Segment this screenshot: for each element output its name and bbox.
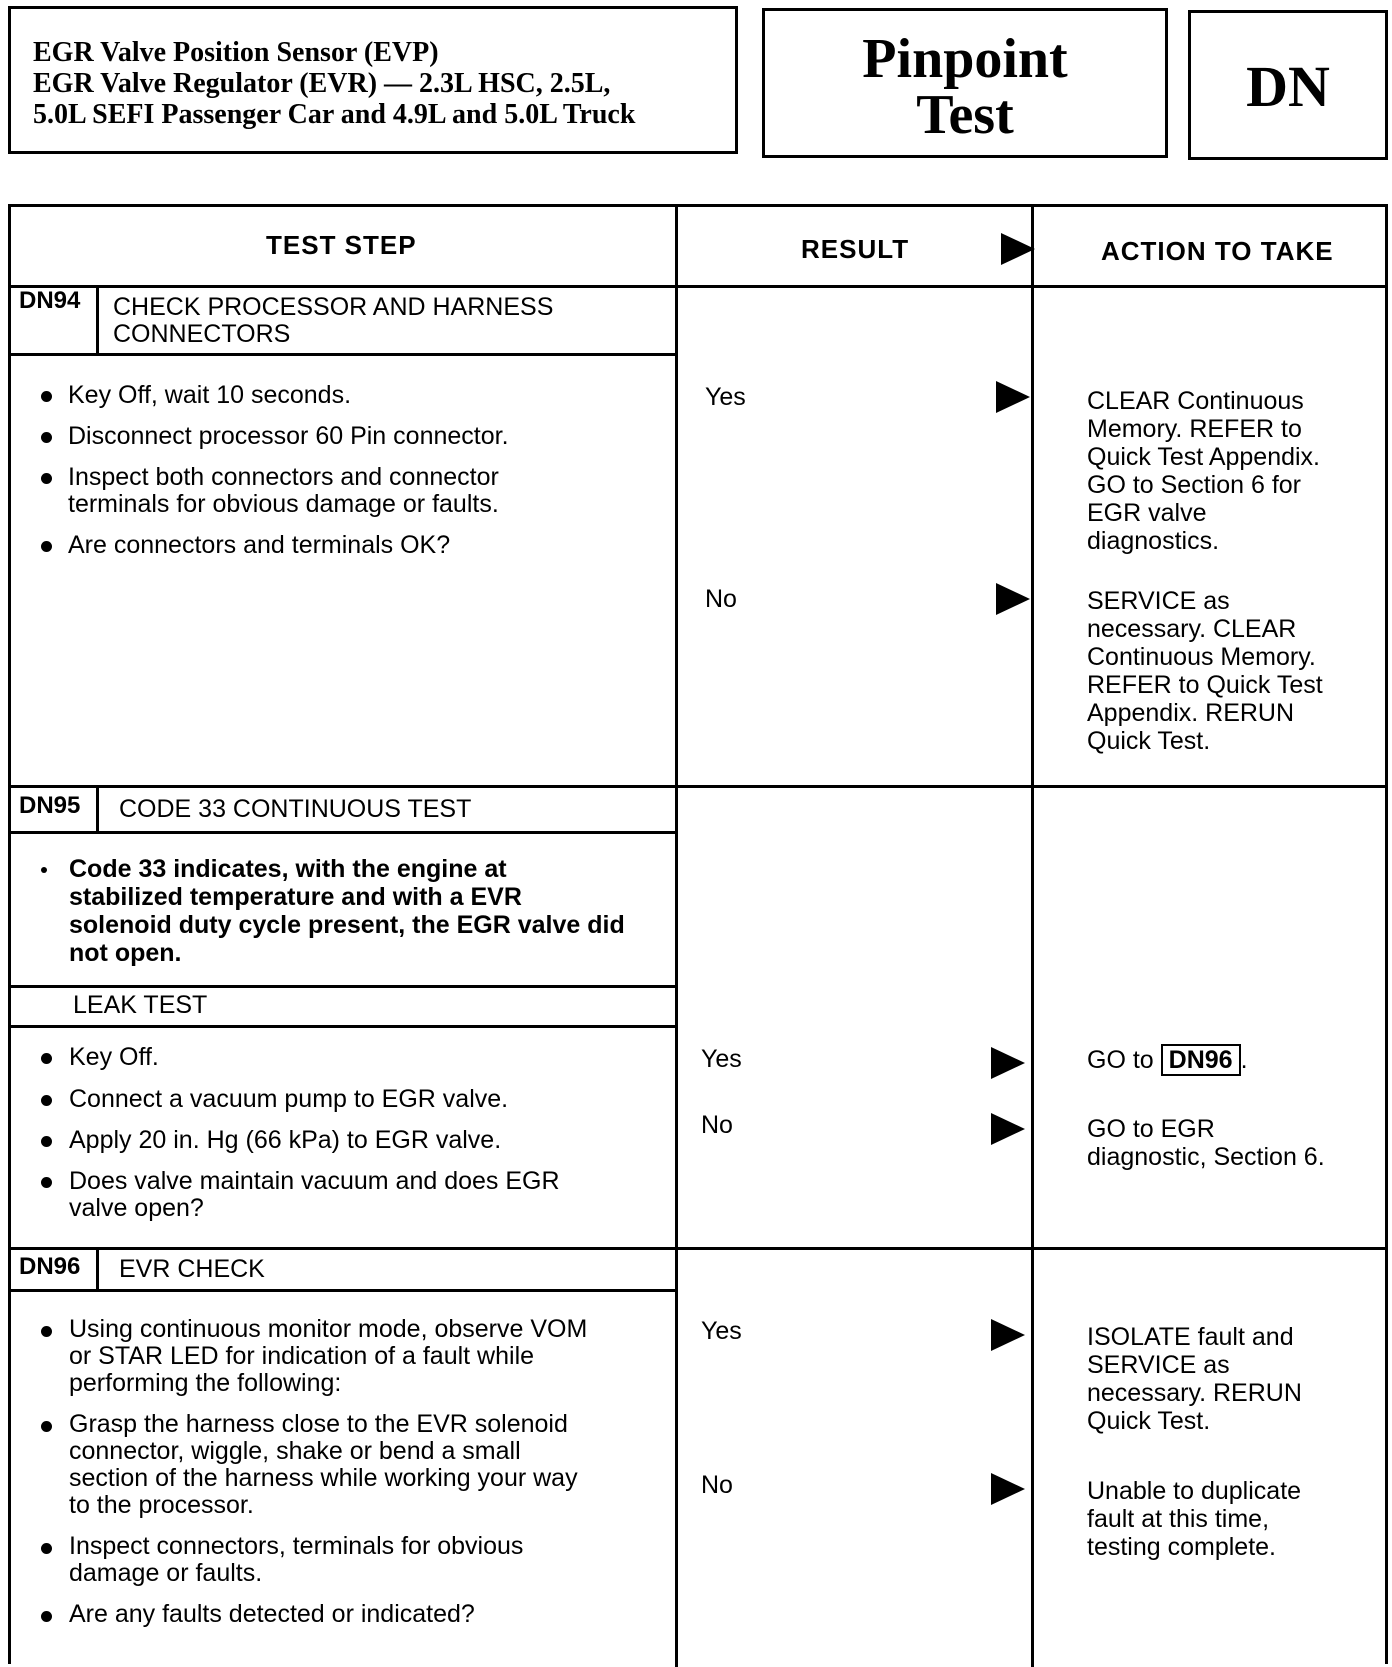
bullet-icon	[41, 473, 52, 484]
step-title-divider	[11, 1289, 675, 1292]
bullet-icon	[41, 541, 52, 552]
action-text: GO to Section 6 for	[1087, 471, 1301, 499]
result-label: Yes	[705, 383, 746, 411]
column-divider	[675, 207, 678, 1667]
action-text: Quick Test.	[1087, 727, 1211, 755]
action-text: necessary. RERUN	[1087, 1379, 1302, 1407]
row-divider	[11, 785, 1385, 788]
action-text: Quick Test.	[1087, 1407, 1211, 1435]
bullet-icon	[41, 1095, 52, 1106]
step-instruction: Key Off, wait 10 seconds.	[68, 381, 352, 409]
step-instruction: performing the following:	[69, 1369, 342, 1397]
column-divider	[1031, 207, 1034, 1667]
step-title: CODE 33 CONTINUOUS TEST	[119, 795, 472, 823]
title-line: EGR Valve Regulator (EVR) — 2.3L HSC, 2.5L,	[33, 68, 611, 99]
step-instruction: connector, wiggle, shake or bend a small	[69, 1437, 521, 1465]
header-test-step: TEST STEP	[266, 230, 417, 260]
title-box	[8, 6, 738, 154]
subheading-divider	[11, 1025, 675, 1028]
action-text: necessary. CLEAR	[1087, 615, 1297, 643]
step-instruction: damage or faults.	[69, 1559, 263, 1587]
step-note: solenoid duty cycle present, the EGR valve did	[69, 911, 625, 939]
header-result: RESULT	[801, 234, 910, 264]
action-text: ISOLATE fault and	[1087, 1323, 1294, 1351]
step-reference: DN96	[1161, 1044, 1241, 1076]
title-line: EGR Valve Position Sensor (EVP)	[33, 37, 439, 68]
step-title-divider	[11, 353, 675, 356]
step-instruction: or STAR LED for indication of a fault while	[69, 1342, 535, 1370]
step-note: Code 33 indicates, with the engine at	[69, 855, 507, 883]
step-title-divider	[11, 831, 675, 834]
step-id: DN95	[19, 792, 81, 819]
step-id-divider	[96, 285, 99, 353]
result-label: No	[705, 585, 737, 613]
action-text: CLEAR Continuous	[1087, 387, 1304, 415]
test-label: Test	[916, 84, 1014, 146]
action-text: Continuous Memory.	[1087, 643, 1316, 671]
action-text: SERVICE as	[1087, 587, 1230, 615]
step-note: stabilized temperature and with a EVR	[69, 883, 522, 911]
pinpoint-table	[8, 204, 1388, 1664]
action-text: diagnostic, Section 6.	[1087, 1143, 1325, 1171]
step-id: DN96	[19, 1253, 81, 1280]
bullet-icon	[41, 1326, 52, 1337]
step-instruction: Inspect both connectors and connector	[68, 463, 499, 491]
step-instruction: Disconnect processor 60 Pin connector.	[68, 422, 509, 450]
step-instruction: Are any faults detected or indicated?	[69, 1600, 475, 1628]
result-label: No	[701, 1471, 733, 1499]
code-box	[1188, 10, 1388, 160]
subheading-divider	[11, 985, 675, 988]
result-arrow-icon	[991, 1047, 1025, 1079]
bullet-icon	[41, 391, 52, 402]
step-instruction: Does valve maintain vacuum and does EGR	[69, 1167, 560, 1195]
result-label: Yes	[701, 1317, 742, 1345]
bullet-icon	[41, 1053, 52, 1064]
step-instruction: Inspect connectors, terminals for obvious	[69, 1532, 524, 1560]
step-instruction: Apply 20 in. Hg (66 kPa) to EGR valve.	[69, 1126, 502, 1154]
step-instruction: terminals for obvious damage or faults.	[68, 490, 499, 518]
step-title: CHECK PROCESSOR AND HARNESS	[113, 293, 554, 321]
bullet-icon	[41, 1136, 52, 1147]
result-arrow-icon	[1001, 233, 1035, 265]
result-arrow-icon	[991, 1473, 1025, 1505]
action-text: SERVICE as	[1087, 1351, 1230, 1379]
step-instruction: Using continuous monitor mode, observe VOM	[69, 1315, 588, 1343]
action-text: Quick Test Appendix.	[1087, 443, 1321, 471]
bullet-icon	[41, 867, 47, 873]
result-label: Yes	[701, 1045, 742, 1073]
step-id-divider	[96, 785, 99, 831]
action-text: fault at this time,	[1087, 1505, 1270, 1533]
action-text: GO to EGR	[1087, 1115, 1215, 1143]
step-instruction: Are connectors and terminals OK?	[68, 531, 451, 559]
row-divider	[11, 1247, 1385, 1250]
action-text	[1087, 1046, 1248, 1074]
step-instruction: to the processor.	[69, 1491, 254, 1519]
step-id-divider	[96, 1247, 99, 1289]
action-text: Appendix. RERUN	[1087, 699, 1295, 727]
action-text: Memory. REFER to	[1087, 415, 1302, 443]
bullet-icon	[41, 1421, 52, 1432]
step-instruction: section of the harness while working your way	[69, 1464, 578, 1492]
bullet-icon	[41, 1611, 52, 1622]
action-suffix: .	[1240, 1046, 1248, 1074]
action-text: EGR valve	[1087, 499, 1207, 527]
step-title: EVR CHECK	[119, 1255, 265, 1283]
action-text: REFER to Quick Test	[1087, 671, 1323, 699]
bullet-icon	[41, 1543, 52, 1554]
row-divider	[11, 285, 1385, 288]
action-prefix: GO to	[1087, 1046, 1154, 1074]
result-arrow-icon	[991, 1319, 1025, 1351]
step-id: DN94	[19, 287, 81, 314]
bullet-icon	[41, 432, 52, 443]
step-title: CONNECTORS	[113, 320, 291, 348]
result-label: No	[701, 1111, 733, 1139]
bullet-icon	[41, 1177, 52, 1188]
result-arrow-icon	[991, 1113, 1025, 1145]
title-line: 5.0L SEFI Passenger Car and 4.9L and 5.0L Truck	[33, 99, 636, 130]
step-instruction: Grasp the harness close to the EVR solenoid	[69, 1410, 568, 1438]
action-text: Unable to duplicate	[1087, 1477, 1302, 1505]
header-action: ACTION TO TAKE	[1101, 236, 1334, 266]
pinpoint-test-box	[762, 8, 1168, 158]
result-arrow-icon	[996, 583, 1030, 615]
step-instruction: Key Off.	[69, 1043, 159, 1071]
action-text: diagnostics.	[1087, 527, 1220, 555]
step-note: not open.	[69, 939, 182, 967]
action-text: testing complete.	[1087, 1533, 1276, 1561]
section-code: DN	[1246, 54, 1330, 119]
step-instruction: valve open?	[69, 1194, 204, 1222]
subheading: LEAK TEST	[73, 991, 208, 1019]
step-instruction: Connect a vacuum pump to EGR valve.	[69, 1085, 509, 1113]
pinpoint-label: Pinpoint	[862, 28, 1068, 90]
result-arrow-icon	[996, 381, 1030, 413]
